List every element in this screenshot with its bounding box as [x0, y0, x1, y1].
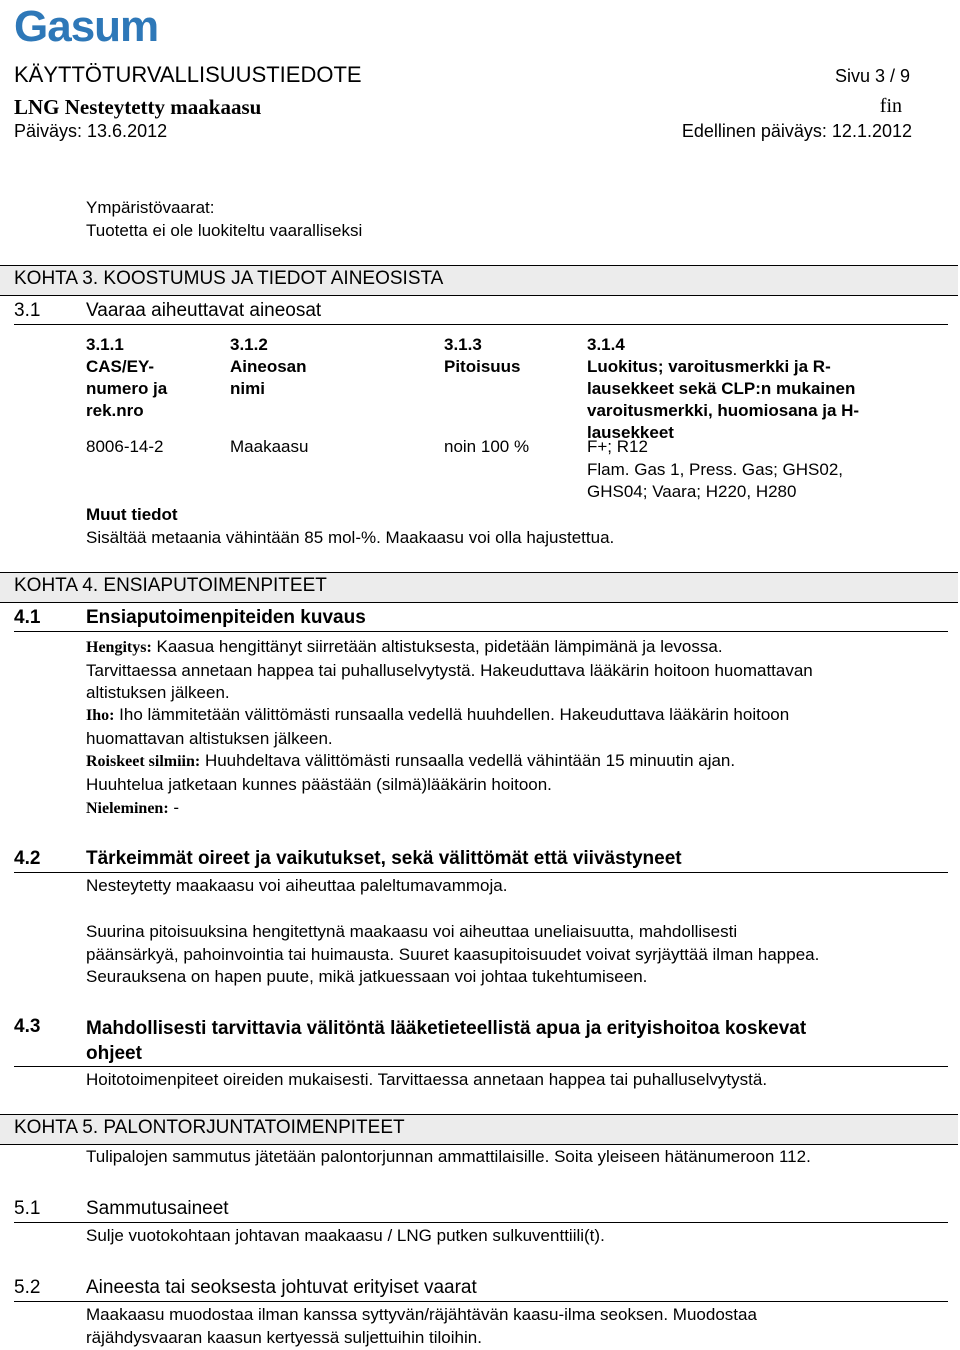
row-concentration: noin 100 % — [444, 437, 530, 456]
inhalation-label: Hengitys: — [86, 639, 152, 656]
other-info-text: Sisältää metaania vähintään 85 mol-%. Maakaasu voi olla hajustettua. — [86, 528, 615, 547]
section5-title: KOHTA 5. PALONTORJUNTATOIMENPITEET — [14, 1117, 405, 1138]
language-code: fin — [879, 95, 902, 117]
col-cas-header: 3.1.1 CAS/EY- numero ja rek.nro — [86, 335, 168, 420]
skin-label: Iho: — [86, 707, 115, 724]
section4-title: KOHTA 4. ENSIAPUTOIMENPITEET — [14, 575, 327, 596]
row-name: Maakaasu — [230, 437, 309, 456]
section4-3-title: Mahdollisesti tarvittavia välitöntä lääketieteellistä apua ja erityishoitoa koskevat ohjeet — [86, 1018, 807, 1064]
section4-2-p2: Suurina pitoisuuksina hengitettynä maakaasu voi aiheuttaa uneliaisuutta, mahdollisesti päänsärkyä, pahoinvointia tai huimausta. Suuret kaasupitoisuudet voivat syrjäyttää ilman happea. Seurauksena on hapen puute, mikä jatkuessaan voi johtaa tukehtumiseen. — [86, 922, 820, 987]
skin-text: Iho: Iho lämmitetään välittömästi runsaalla vedellä huuhdellen. Hakeuduttava lääkärin hoitoon huomattavan altistuksen jälkeen. — [86, 705, 790, 748]
section3-1-number: 3.1 — [14, 300, 41, 321]
section4-3-number: 4.3 — [14, 1016, 41, 1037]
document-title: KÄYTTÖTURVALLISUUSTIEDOTE — [14, 62, 362, 87]
col-name-header: 3.1.2 Aineosan nimi — [230, 335, 307, 398]
issue-date: Päiväys: 13.6.2012 — [14, 121, 168, 141]
inhalation-text: Hengitys: Kaasua hengittänyt siirretään altistuksesta, pidetään lämpimänä ja levossa. Tarvittaessa annetaan happea tai puhalluselvytystä. Hakeuduttava lääkärin hoitoon huomattavan altistuksen jälkeen. — [86, 637, 813, 703]
section4-2-p1: Nesteytetty maakaasu voi aiheuttaa paleltumavammoja. — [86, 876, 508, 895]
section3-1-title: Vaaraa aiheuttavat aineosat — [86, 300, 322, 321]
ingestion-text: Nieleminen: - — [86, 798, 180, 817]
col-conc-header: 3.1.3 Pitoisuus — [444, 335, 521, 376]
section5-1-text: Sulje vuotokohtaan johtavan maakaasu / LNG putken sulkuventtiili(t). — [86, 1226, 605, 1245]
env-hazards-text: Tuotetta ei ole luokiteltu vaaralliseksi — [86, 221, 363, 240]
section5-2-text: Maakaasu muodostaa ilman kanssa syttyvän/räjähtävän kaasu-ilma seoksen. Muodostaa räjähdysvaaran kaasun kertyessä suljettuihin tiloihin. — [86, 1305, 757, 1347]
eye-label: Roiskeet silmiin: — [86, 753, 201, 770]
section5-2-number: 5.2 — [14, 1277, 41, 1298]
section3-title: KOHTA 3. KOOSTUMUS JA TIEDOT AINEOSISTA — [14, 268, 444, 289]
env-hazards-label: Ympäristövaarat: — [86, 198, 215, 217]
section4-1-number: 4.1 — [14, 607, 41, 628]
section5-1-number: 5.1 — [14, 1198, 41, 1219]
other-info-label: Muut tiedot — [86, 505, 178, 524]
ingestion-label: Nieleminen: — [86, 800, 169, 817]
section4-2-title: Tärkeimmät oireet ja vaikutukset, sekä välittömät että viivästyneet — [86, 848, 682, 869]
section4-3-text: Hoitotoimenpiteet oireiden mukaisesti. Tarvittaessa annetaan happea tai puhalluselvytystä. — [86, 1070, 768, 1089]
section4-2-number: 4.2 — [14, 848, 41, 869]
section5-1-title: Sammutusaineet — [86, 1198, 229, 1219]
previous-date: Edellinen päiväys: 12.1.2012 — [681, 121, 912, 141]
section4-1-title: Ensiaputoimenpiteiden kuvaus — [86, 607, 366, 628]
section5-intro: Tulipalojen sammutus jätetään palontorjunnan ammattilaisille. Soita yleiseen hätänumeroon 112. — [86, 1147, 811, 1166]
eye-text: Roiskeet silmiin: Huuhdeltava välittömästi runsaalla vedellä vähintään 15 minuutin ajan. Huuhtelua jatketaan kunnes päästään (silmä)lääkärin hoitoon. — [86, 751, 736, 794]
row-classification: F+; R12 Flam. Gas 1, Press. Gas; GHS02, GHS04; Vaara; H220, H280 — [587, 437, 844, 502]
page-number: Sivu 3 / 9 — [834, 66, 910, 86]
company-logo: Gasum — [14, 2, 159, 51]
product-name: LNG Nesteytetty maakaasu — [14, 95, 262, 119]
section5-2-title: Aineesta tai seoksesta johtuvat erityiset vaarat — [86, 1277, 477, 1298]
row-cas: 8006-14-2 — [86, 437, 164, 456]
col-class-header: 3.1.4 Luokitus; varoitusmerkki ja R- lausekkeet sekä CLP:n mukainen varoitusmerkki, huomiosana ja H- lausekkeet — [587, 335, 860, 442]
